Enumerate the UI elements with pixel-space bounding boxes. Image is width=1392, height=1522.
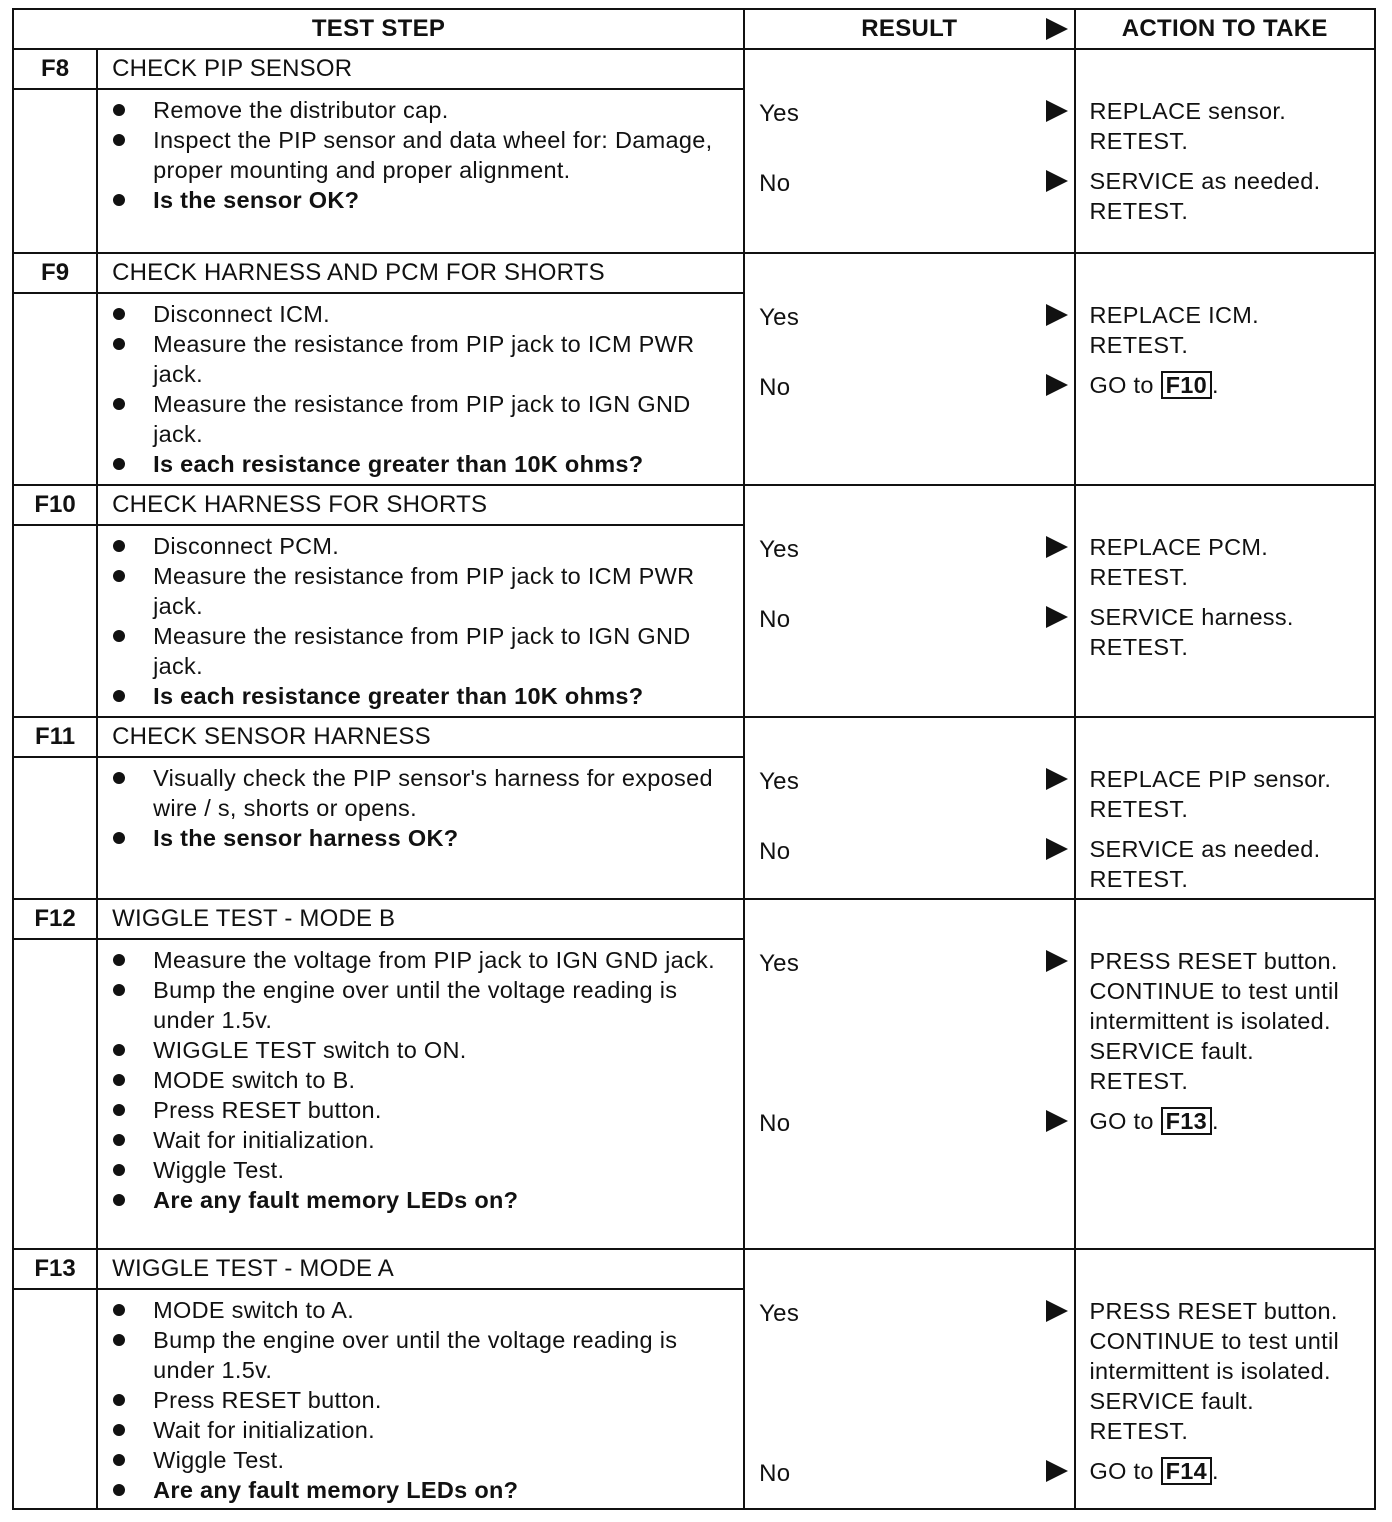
step-id: F9 <box>13 253 97 293</box>
action-line: PRESS RESET button. <box>1089 1298 1338 1324</box>
result-no: No <box>759 1110 791 1137</box>
step-item-text: WIGGLE TEST switch to ON. <box>153 1037 467 1063</box>
result-no: No <box>759 1460 791 1487</box>
step-item-text: Wiggle Test. <box>153 1447 285 1473</box>
header-result <box>744 9 1074 49</box>
action-suffix: . <box>1211 1108 1219 1134</box>
no-action <box>1090 1456 1219 1486</box>
bullet-icon <box>113 1194 125 1206</box>
step-item <box>98 531 743 561</box>
arrow-right-icon <box>1046 606 1068 628</box>
result-yes: Yes <box>759 100 800 127</box>
step-f9-title-row <box>13 253 1375 293</box>
step-item <box>98 329 743 389</box>
step-item-text: Visually check the PIP sensor's harness for exposed wire / s, shorts or opens. <box>153 765 713 821</box>
step-id-spacer <box>13 1289 97 1509</box>
step-question <box>98 449 743 479</box>
step-f8-items <box>97 89 744 253</box>
result-no: No <box>759 838 791 865</box>
step-f11-title-row <box>13 717 1375 757</box>
action-line: REPLACE PCM. <box>1089 534 1269 560</box>
yes-action <box>1090 300 1259 360</box>
action-line: REPLACE ICM. <box>1089 302 1259 328</box>
step-item-text: Are any fault memory LEDs on? <box>153 1477 519 1503</box>
step-item-text: Press RESET button. <box>153 1097 382 1123</box>
step-question <box>98 185 743 215</box>
step-id-spacer <box>13 525 97 717</box>
result-no: No <box>759 606 791 633</box>
step-id: F13 <box>13 1249 97 1289</box>
bullet-icon <box>113 984 125 996</box>
step-item <box>98 95 743 125</box>
result-yes: Yes <box>759 768 800 795</box>
bullet-icon <box>113 1074 125 1086</box>
step-f11-action <box>1075 717 1375 899</box>
step-f8-action <box>1075 49 1375 253</box>
result-no: No <box>759 374 791 401</box>
action-line: RETEST. <box>1089 128 1189 154</box>
step-id-spacer <box>13 293 97 485</box>
step-id: F10 <box>13 485 97 525</box>
arrow-right-icon <box>1046 304 1068 326</box>
arrow-right-icon <box>1046 950 1068 972</box>
step-item-text: Is the sensor harness OK? <box>153 825 459 851</box>
step-item-text: Measure the resistance from PIP jack to IGN GND jack. <box>153 391 691 447</box>
action-line: intermittent is isolated. <box>1089 1008 1331 1034</box>
arrow-right-icon <box>1046 536 1068 558</box>
step-item-text: Bump the engine over until the voltage reading is under 1.5v. <box>153 977 678 1033</box>
step-f9-action <box>1075 253 1375 485</box>
step-reference[interactable]: F10 <box>1161 371 1212 399</box>
step-item <box>98 1155 743 1185</box>
step-item-text: Inspect the PIP sensor and data wheel for: Damage, proper mounting and proper alignment. <box>153 127 713 183</box>
action-line: CONTINUE to test until <box>1089 1328 1340 1354</box>
step-id-spacer <box>13 89 97 253</box>
action-line: intermittent is isolated. <box>1089 1358 1331 1384</box>
header-action: ACTION TO TAKE <box>1075 9 1375 49</box>
step-item-text: Is the sensor OK? <box>153 187 360 213</box>
result-no: No <box>759 170 791 197</box>
yes-action <box>1090 532 1269 592</box>
step-f8-result <box>744 49 1074 253</box>
step-item-text: Measure the voltage from PIP jack to IGN GND jack. <box>153 947 715 973</box>
bullet-icon <box>113 540 125 552</box>
action-suffix: . <box>1211 1458 1219 1484</box>
bullet-icon <box>113 308 125 320</box>
action-line: REPLACE sensor. <box>1089 98 1287 124</box>
step-item-text: Wiggle Test. <box>153 1157 285 1183</box>
action-line: REPLACE PIP sensor. <box>1089 766 1332 792</box>
bullet-icon <box>113 458 125 470</box>
step-reference[interactable]: F13 <box>1161 1107 1212 1135</box>
step-question <box>98 1475 743 1505</box>
no-action <box>1090 1106 1219 1136</box>
no-action <box>1090 370 1219 400</box>
step-item <box>98 125 743 185</box>
step-f13-title-row <box>13 1249 1375 1289</box>
result-yes: Yes <box>759 536 800 563</box>
step-id: F8 <box>13 49 97 89</box>
step-item <box>98 1415 743 1445</box>
bullet-icon <box>113 134 125 146</box>
yes-action <box>1090 946 1340 1096</box>
diagnostic-table-wrapper <box>12 8 1376 1510</box>
bullet-icon <box>113 630 125 642</box>
bullet-icon <box>113 1484 125 1496</box>
step-f13-result <box>744 1249 1074 1509</box>
step-f8-title-row <box>13 49 1375 89</box>
step-item <box>98 389 743 449</box>
arrow-right-icon <box>1046 838 1068 860</box>
no-action <box>1090 602 1294 662</box>
bullet-icon <box>113 1454 125 1466</box>
action-suffix: . <box>1211 372 1219 398</box>
arrow-right-icon <box>1046 374 1068 396</box>
step-f9-result <box>744 253 1074 485</box>
bullet-icon <box>113 1394 125 1406</box>
step-item-text: Are any fault memory LEDs on? <box>153 1187 519 1213</box>
step-f10-items <box>97 525 744 717</box>
step-item <box>98 1385 743 1415</box>
bullet-icon <box>113 954 125 966</box>
step-item-text: Disconnect PCM. <box>153 533 340 559</box>
step-f10-title-row <box>13 485 1375 525</box>
step-id-spacer <box>13 757 97 899</box>
action-prefix: GO to <box>1089 1458 1154 1484</box>
step-f10-result <box>744 485 1074 717</box>
step-title: CHECK PIP SENSOR <box>97 49 744 89</box>
action-line: RETEST. <box>1089 634 1189 660</box>
action-line: RETEST. <box>1089 198 1189 224</box>
action-line: RETEST. <box>1089 1418 1189 1444</box>
action-line: RETEST. <box>1089 796 1189 822</box>
step-question <box>98 1185 743 1215</box>
step-item-text: Wait for initialization. <box>153 1417 375 1443</box>
bullet-icon <box>113 1304 125 1316</box>
bullet-icon <box>113 1104 125 1116</box>
step-id-spacer <box>13 939 97 1249</box>
step-item-text: Disconnect ICM. <box>153 301 330 327</box>
step-item-text: Measure the resistance from PIP jack to ICM PWR jack. <box>153 563 695 619</box>
step-item-text: MODE switch to A. <box>153 1297 355 1323</box>
step-f13-items <box>97 1289 744 1509</box>
step-item-text: MODE switch to B. <box>153 1067 356 1093</box>
step-item <box>98 1125 743 1155</box>
bullet-icon <box>113 104 125 116</box>
step-title: WIGGLE TEST - MODE A <box>97 1249 744 1289</box>
bullet-icon <box>113 1334 125 1346</box>
no-action <box>1090 834 1321 894</box>
yes-action <box>1090 1296 1340 1446</box>
bullet-icon <box>113 194 125 206</box>
step-item <box>98 763 743 823</box>
header-result-label: RESULT <box>861 15 958 42</box>
bullet-icon <box>113 1134 125 1146</box>
bullet-icon <box>113 772 125 784</box>
step-f12-items <box>97 939 744 1249</box>
action-line: SERVICE as needed. <box>1089 836 1321 862</box>
step-f9-items <box>97 293 744 485</box>
action-line: RETEST. <box>1089 1068 1189 1094</box>
header-test-step: TEST STEP <box>13 9 744 49</box>
arrow-right-icon <box>1046 1110 1068 1132</box>
arrow-right-icon <box>1046 768 1068 790</box>
diagnostic-table <box>12 8 1376 1510</box>
action-line: RETEST. <box>1089 866 1189 892</box>
action-line: SERVICE harness. <box>1089 604 1294 630</box>
step-item-text: Is each resistance greater than 10K ohms? <box>153 451 644 477</box>
step-id: F11 <box>13 717 97 757</box>
step-title: CHECK SENSOR HARNESS <box>97 717 744 757</box>
bullet-icon <box>113 338 125 350</box>
step-item <box>98 945 743 975</box>
step-f12-result <box>744 899 1074 1249</box>
step-item <box>98 1445 743 1475</box>
step-item <box>98 299 743 329</box>
bullet-icon <box>113 1044 125 1056</box>
step-title: WIGGLE TEST - MODE B <box>97 899 744 939</box>
bullet-icon <box>113 832 125 844</box>
action-line: RETEST. <box>1089 564 1189 590</box>
step-f12-title-row <box>13 899 1375 939</box>
step-f11-items <box>97 757 744 899</box>
step-item-text: Bump the engine over until the voltage reading is under 1.5v. <box>153 1327 678 1383</box>
step-question <box>98 823 743 853</box>
yes-action <box>1090 96 1287 156</box>
step-item-text: Press RESET button. <box>153 1387 382 1413</box>
arrow-right-icon <box>1046 100 1068 122</box>
no-action <box>1090 166 1321 226</box>
step-question <box>98 681 743 711</box>
step-item <box>98 975 743 1035</box>
step-title: CHECK HARNESS FOR SHORTS <box>97 485 744 525</box>
bullet-icon <box>113 398 125 410</box>
header-row <box>13 9 1375 49</box>
bullet-icon <box>113 1164 125 1176</box>
step-item <box>98 1095 743 1125</box>
yes-action <box>1090 764 1332 824</box>
action-line: SERVICE as needed. <box>1089 168 1321 194</box>
result-yes: Yes <box>759 950 800 977</box>
action-line: SERVICE fault. <box>1089 1388 1254 1414</box>
step-title: CHECK HARNESS AND PCM FOR SHORTS <box>97 253 744 293</box>
step-item <box>98 1065 743 1095</box>
action-line: RETEST. <box>1089 332 1189 358</box>
step-f10-action <box>1075 485 1375 717</box>
step-item-text: Remove the distributor cap. <box>153 97 449 123</box>
step-f11-result <box>744 717 1074 899</box>
action-line: PRESS RESET button. <box>1089 948 1338 974</box>
action-line: SERVICE fault. <box>1089 1038 1254 1064</box>
result-yes: Yes <box>759 1300 800 1327</box>
result-yes: Yes <box>759 304 800 331</box>
arrow-right-icon <box>1046 1460 1068 1482</box>
step-f12-action <box>1075 899 1375 1249</box>
step-item-text: Measure the resistance from PIP jack to ICM PWR jack. <box>153 331 695 387</box>
arrow-right-icon <box>1046 170 1068 192</box>
step-id: F12 <box>13 899 97 939</box>
action-prefix: GO to <box>1089 1108 1154 1134</box>
arrow-right-icon <box>1046 1300 1068 1322</box>
action-line: CONTINUE to test until <box>1089 978 1340 1004</box>
step-item <box>98 1325 743 1385</box>
step-item-text: Is each resistance greater than 10K ohms? <box>153 683 644 709</box>
step-item-text: Wait for initialization. <box>153 1127 375 1153</box>
bullet-icon <box>113 1424 125 1436</box>
step-item <box>98 621 743 681</box>
step-item <box>98 1035 743 1065</box>
step-reference[interactable]: F14 <box>1161 1457 1212 1485</box>
step-item-text: Measure the resistance from PIP jack to IGN GND jack. <box>153 623 691 679</box>
step-item <box>98 561 743 621</box>
arrow-right-icon <box>1046 18 1068 40</box>
bullet-icon <box>113 690 125 702</box>
step-item <box>98 1295 743 1325</box>
step-f13-action <box>1075 1249 1375 1509</box>
action-prefix: GO to <box>1089 372 1154 398</box>
bullet-icon <box>113 570 125 582</box>
